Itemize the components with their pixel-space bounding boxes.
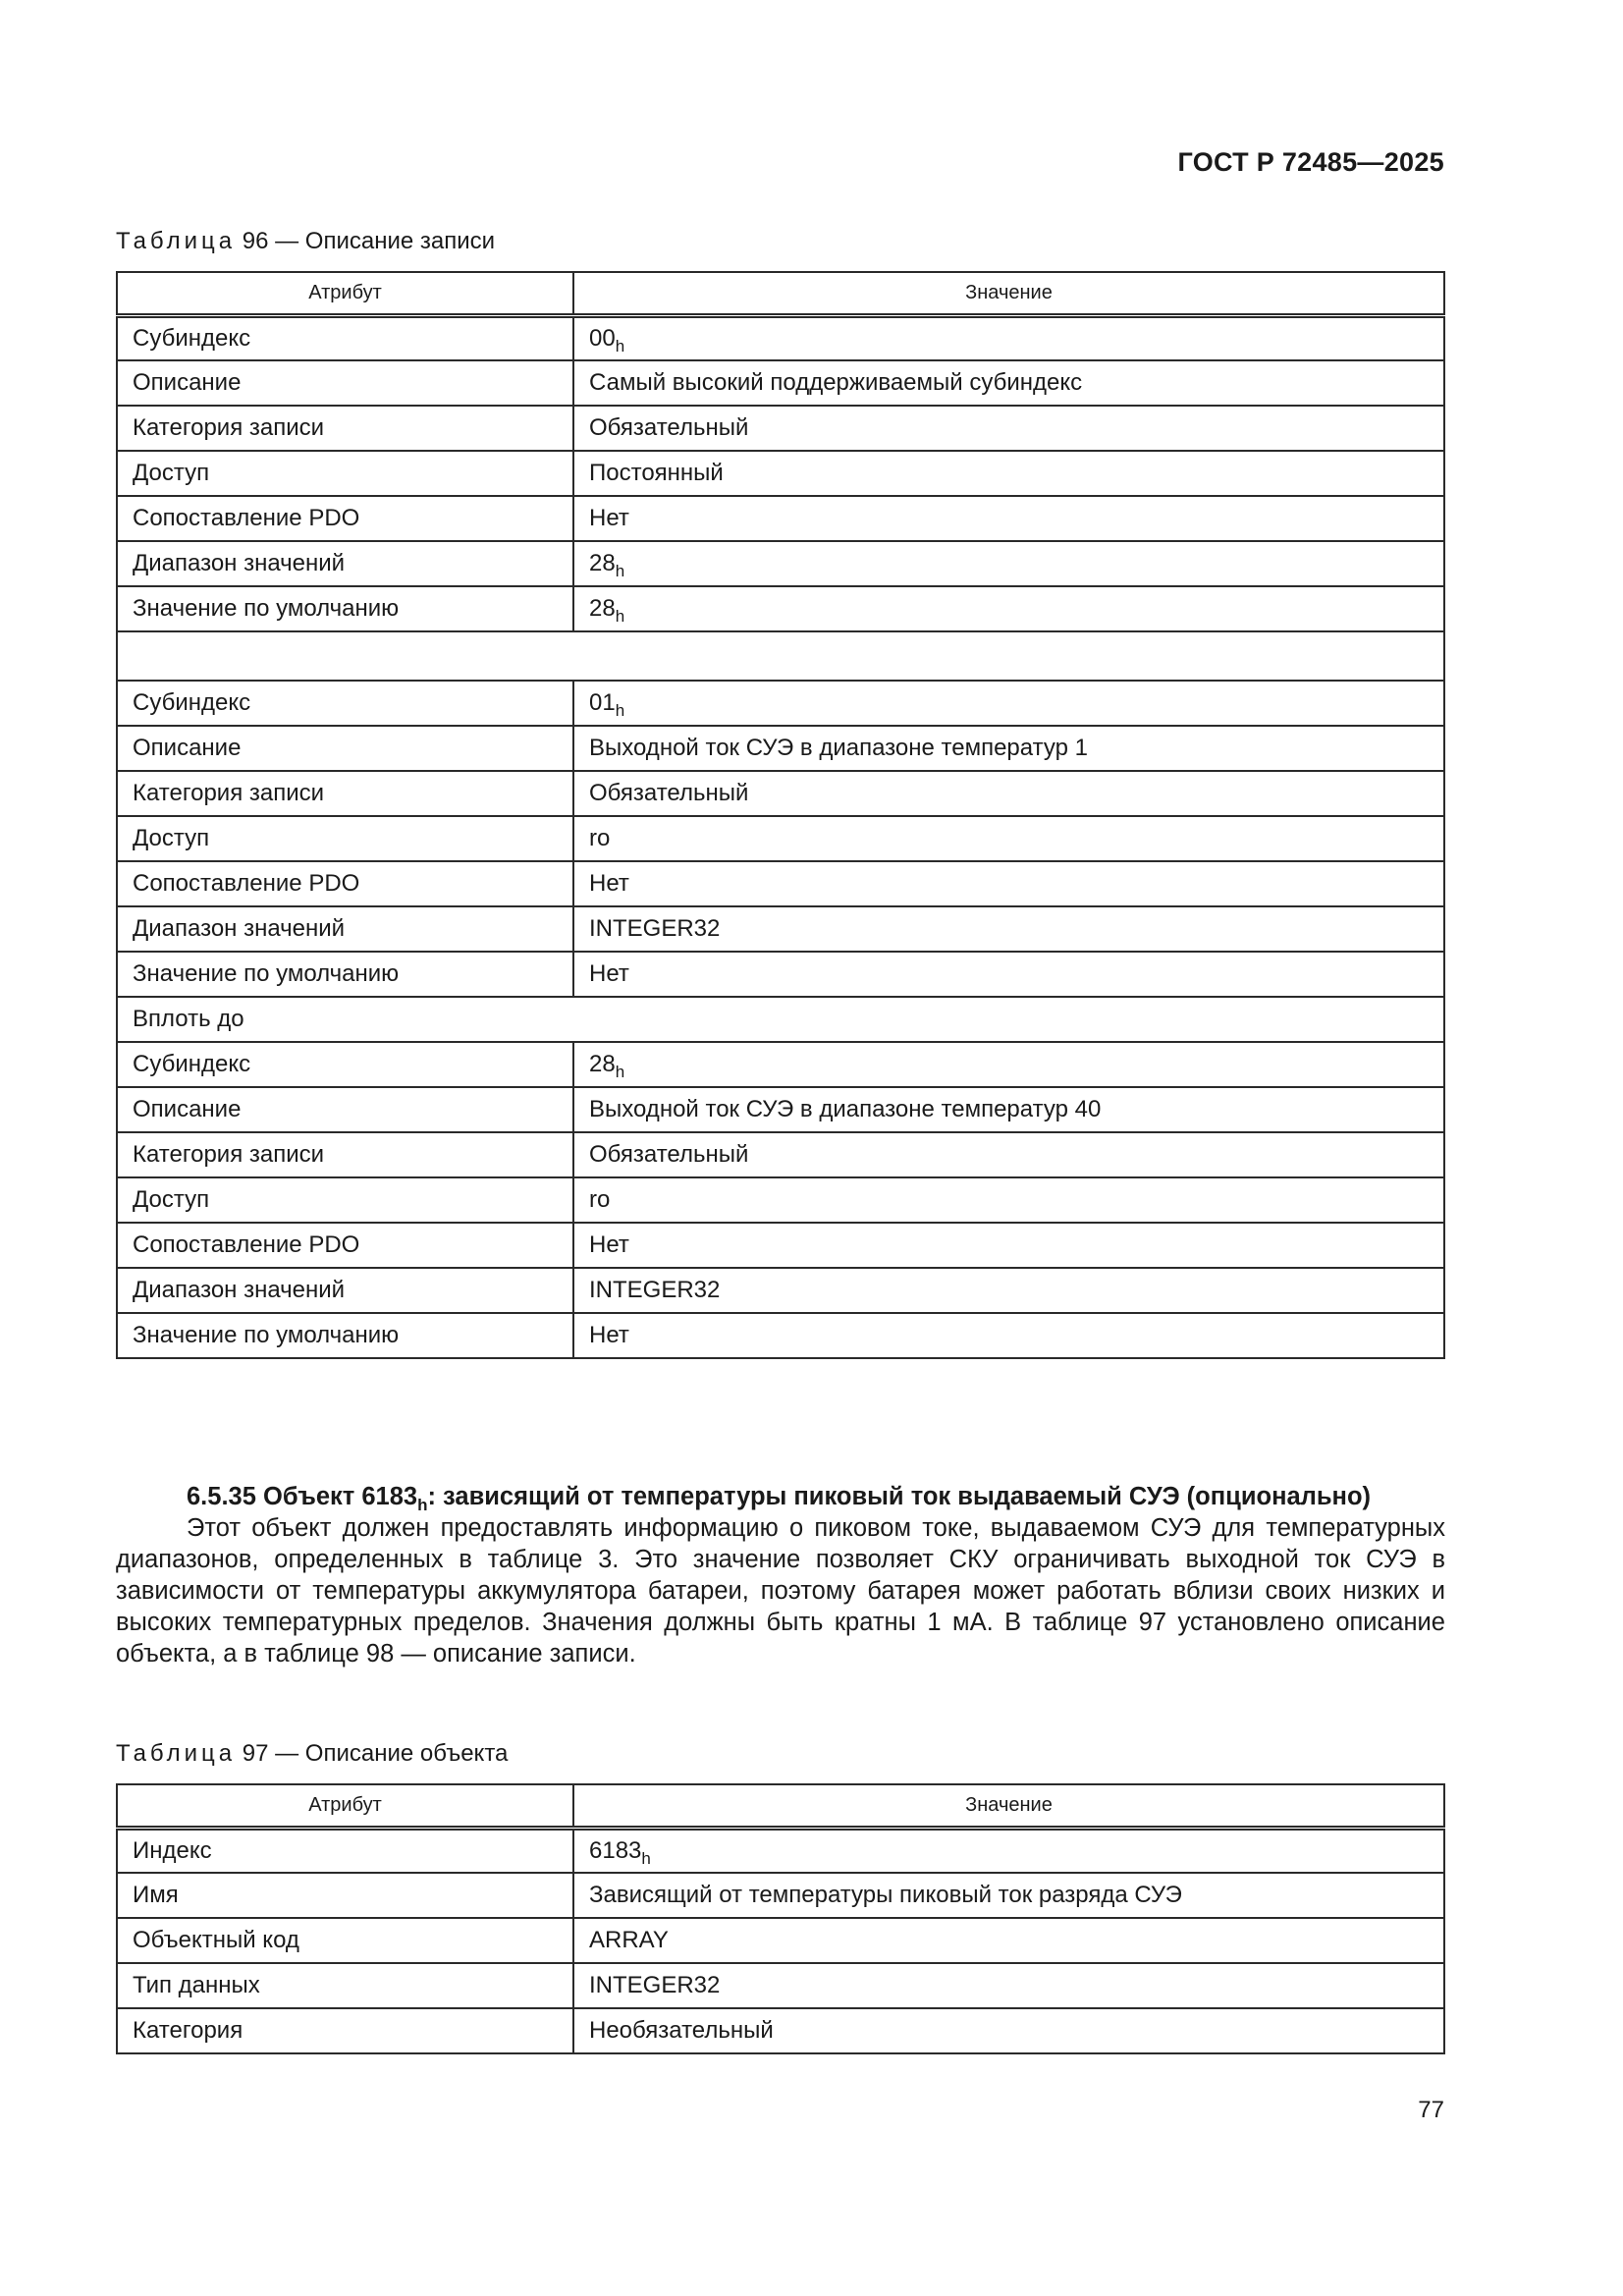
table-row — [117, 496, 1444, 541]
attribute-cell: Категория записи — [117, 771, 573, 816]
value-text: Зависящий от температуры пиковый ток разряда СУЭ — [589, 1882, 1182, 1908]
attribute-cell: Индекс — [117, 1828, 573, 1873]
table-row — [117, 1268, 1444, 1313]
caption-text: 97 — Описание объекта — [236, 1740, 509, 1767]
header-value: Значение — [573, 1784, 1444, 1828]
value-text: ro — [589, 1186, 611, 1213]
attribute-cell: Диапазон значений — [117, 906, 573, 952]
value-text: Нет — [589, 1231, 629, 1258]
attribute-cell: Категория записи — [117, 406, 573, 451]
value-subscript: h — [615, 1063, 625, 1081]
table-96-group-3 — [117, 1042, 1444, 1358]
value-subscript: h — [615, 701, 625, 720]
table-row — [117, 681, 1444, 726]
attribute-cell: Описание — [117, 360, 573, 406]
attribute-cell: Объектный код — [117, 1918, 573, 1963]
table-row — [117, 861, 1444, 906]
attribute-cell: Сопоставление PDO — [117, 1223, 573, 1268]
value-text: INTEGER32 — [589, 915, 721, 942]
table-row — [117, 1918, 1444, 1963]
attribute-cell: Субиндекс — [117, 1042, 573, 1087]
table-97 — [116, 1783, 1445, 2054]
table-row — [117, 1223, 1444, 1268]
value-cell — [573, 906, 1444, 952]
attribute-cell: Диапазон значений — [117, 1268, 573, 1313]
table-row — [117, 816, 1444, 861]
value-text: INTEGER32 — [589, 1972, 721, 1998]
section-number: 6.5.35 — [187, 1483, 256, 1510]
value-subscript: h — [615, 336, 625, 355]
attribute-cell: Субиндекс — [117, 315, 573, 360]
value-cell — [573, 726, 1444, 771]
value-text: Выходной ток СУЭ в диапазоне температур 1 — [589, 735, 1088, 761]
value-text: ro — [589, 825, 611, 851]
section-title-part1: Объект 6183 — [255, 1483, 418, 1510]
table-spacer-row — [117, 631, 1444, 681]
value-text: Самый высокий поддерживаемый субиндекс — [589, 369, 1083, 396]
table-header-row — [117, 272, 1444, 315]
value-text: Обязательный — [589, 414, 749, 441]
table-96-group-1 — [117, 315, 1444, 631]
value-cell — [573, 406, 1444, 451]
attribute-cell: Тип данных — [117, 1963, 573, 2008]
value-cell — [573, 1042, 1444, 1087]
table-row — [117, 541, 1444, 586]
header-attribute: Атрибут — [117, 272, 573, 315]
value-text: Нет — [589, 960, 629, 987]
attribute-cell: Диапазон значений — [117, 541, 573, 586]
table-row — [117, 586, 1444, 631]
table-row — [117, 1132, 1444, 1177]
value-text: Выходной ток СУЭ в диапазоне температур 40 — [589, 1096, 1102, 1122]
value-subscript: h — [641, 1848, 651, 1868]
value-text: Нет — [589, 870, 629, 897]
value-cell — [573, 1313, 1444, 1358]
attribute-cell: Имя — [117, 1873, 573, 1918]
value-cell — [573, 1268, 1444, 1313]
value-text: Нет — [589, 505, 629, 531]
table-97-body — [117, 1828, 1444, 2053]
table-row — [117, 771, 1444, 816]
attribute-cell: Категория — [117, 2008, 573, 2053]
value-text: 28 — [589, 550, 616, 576]
attribute-cell: Сопоставление PDO — [117, 496, 573, 541]
table-96-group-2 — [117, 681, 1444, 997]
caption-word: Таблица — [116, 1740, 237, 1767]
attribute-cell: Категория записи — [117, 1132, 573, 1177]
value-text: 00 — [589, 324, 616, 352]
table-row — [117, 1828, 1444, 1873]
attribute-cell: Субиндекс — [117, 681, 573, 726]
value-text: Обязательный — [589, 1141, 749, 1168]
table-96 — [116, 271, 1445, 1359]
table-row — [117, 2008, 1444, 2053]
caption-word: Таблица — [116, 228, 237, 254]
attribute-cell: Значение по умолчанию — [117, 586, 573, 631]
value-cell — [573, 952, 1444, 997]
value-cell — [573, 681, 1444, 726]
table-row — [117, 1042, 1444, 1087]
table-96-caption — [116, 228, 495, 255]
value-cell — [573, 1132, 1444, 1177]
value-text: ARRAY — [589, 1927, 669, 1953]
value-text: 28 — [589, 595, 616, 622]
header-value: Значение — [573, 272, 1444, 315]
caption-text: 96 — Описание записи — [236, 228, 496, 254]
value-cell — [573, 816, 1444, 861]
table-row — [117, 1873, 1444, 1918]
value-cell — [573, 1828, 1444, 1873]
attribute-cell: Значение по умолчанию — [117, 952, 573, 997]
value-cell — [573, 1873, 1444, 1918]
table-row-upto — [117, 997, 1444, 1042]
attribute-cell: Описание — [117, 1087, 573, 1132]
section-6-5-35 — [116, 1481, 1445, 1669]
value-cell — [573, 861, 1444, 906]
value-cell — [573, 1963, 1444, 2008]
table-row — [117, 1963, 1444, 2008]
table-row — [117, 726, 1444, 771]
value-cell — [573, 1223, 1444, 1268]
upto-cell: Вплоть до — [117, 997, 1444, 1042]
value-cell — [573, 360, 1444, 406]
value-cell — [573, 771, 1444, 816]
section-title-subscript: h — [417, 1496, 428, 1514]
section-paragraph: Этот объект должен предоставлять информацию о пиковом токе, выдаваемом СУЭ для температурных диапазонов, определенных в таблице 3. Это значение позволяет СКУ ограничивать выходной ток СУЭ в зависимости от температуры аккумулятора батареи, поэтому батарея может работать вблизи своих низких и высоких температурных пределов. Значения должны быть кратны 1 мА. В таблице 97 установлено описание объекта, а в таблице 98 — описание записи. — [116, 1514, 1445, 1667]
page-number: 77 — [1418, 2097, 1444, 2123]
table-row — [117, 315, 1444, 360]
value-cell — [573, 496, 1444, 541]
section-heading — [116, 1481, 1445, 1512]
value-subscript: h — [615, 607, 625, 626]
value-cell — [573, 541, 1444, 586]
attribute-cell: Значение по умолчанию — [117, 1313, 573, 1358]
value-cell — [573, 2008, 1444, 2053]
value-cell — [573, 1177, 1444, 1223]
attribute-cell: Сопоставление PDO — [117, 861, 573, 906]
value-text: Обязательный — [589, 780, 749, 806]
value-subscript: h — [615, 562, 625, 580]
value-text: Постоянный — [589, 460, 724, 486]
value-cell — [573, 451, 1444, 496]
table-row — [117, 360, 1444, 406]
blank-cell — [117, 631, 1444, 681]
table-row — [117, 906, 1444, 952]
table-row — [117, 406, 1444, 451]
attribute-cell: Доступ — [117, 1177, 573, 1223]
attribute-cell: Доступ — [117, 451, 573, 496]
table-row — [117, 952, 1444, 997]
attribute-cell: Описание — [117, 726, 573, 771]
value-cell — [573, 1918, 1444, 1963]
section-title-part2: : зависящий от температуры пиковый ток выдаваемый СУЭ (опционально) — [427, 1483, 1372, 1510]
value-text: 01 — [589, 689, 616, 716]
header-attribute: Атрибут — [117, 1784, 573, 1828]
value-text: Нет — [589, 1322, 629, 1348]
table-row — [117, 1177, 1444, 1223]
value-cell — [573, 315, 1444, 360]
value-text: 28 — [589, 1051, 616, 1077]
table-97-caption — [116, 1740, 508, 1768]
value-cell — [573, 1087, 1444, 1132]
table-row — [117, 1313, 1444, 1358]
table-row — [117, 451, 1444, 496]
attribute-cell: Доступ — [117, 816, 573, 861]
table-header-row — [117, 1784, 1444, 1828]
value-text: Необязательный — [589, 2017, 774, 2044]
table-row — [117, 1087, 1444, 1132]
value-text: 6183 — [589, 1836, 642, 1864]
standard-designation: ГОСТ Р 72485—2025 — [1177, 147, 1444, 177]
value-cell — [573, 586, 1444, 631]
value-text: INTEGER32 — [589, 1277, 721, 1303]
